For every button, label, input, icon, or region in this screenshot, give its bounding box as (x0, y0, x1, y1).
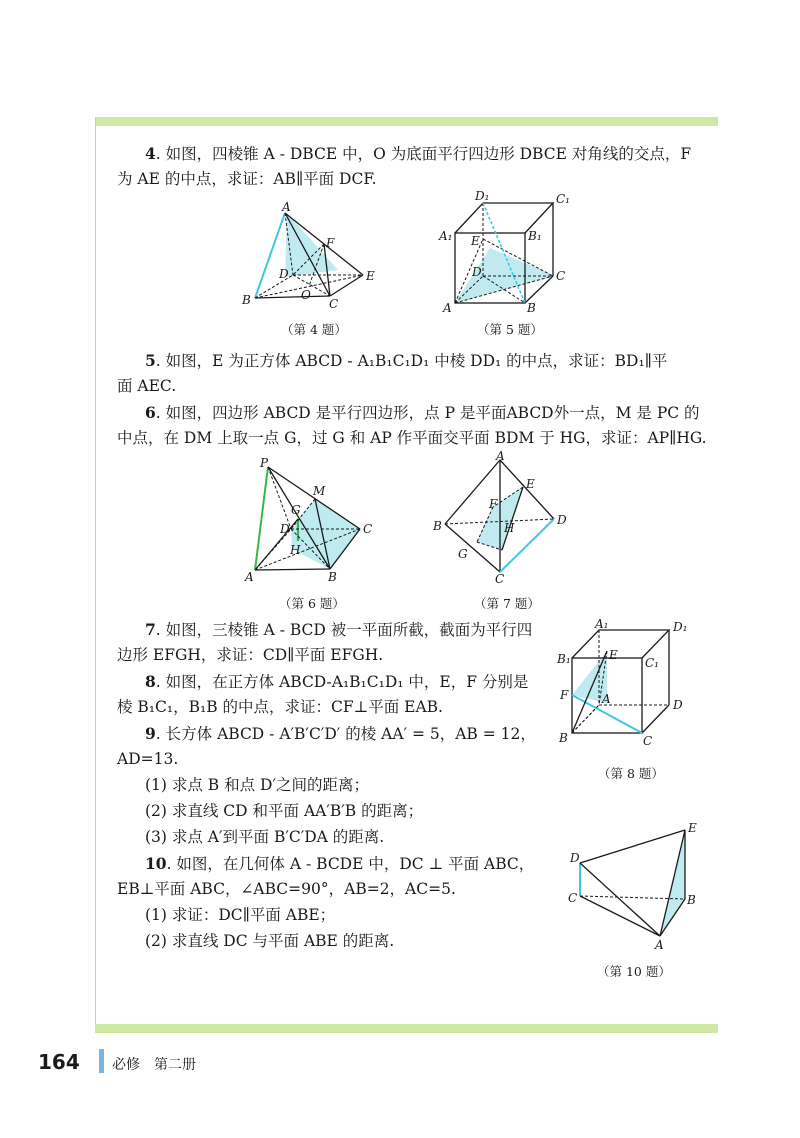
fig6-label-M: M (313, 484, 326, 498)
fig7-label-A: A (496, 450, 505, 463)
figure-6-pyramid (240, 457, 380, 587)
problem-5-number: 5 (145, 351, 156, 370)
top-band (95, 117, 718, 126)
fig5-label-C: C (556, 269, 566, 283)
fig10-label-D: D (570, 851, 580, 865)
problem-6-number: 6 (145, 403, 156, 422)
fig5-label-E: E (471, 234, 480, 248)
fig8-label-C1: C₁ (645, 656, 659, 670)
fig4-label-A: A (282, 200, 291, 214)
problem-10-line-2: EB⊥平面 ABC，∠ABC=90°，AB=2，AC=5. (117, 880, 456, 898)
fig7-label-D: D (557, 513, 567, 527)
fig10-label-E: E (688, 821, 697, 835)
fig7-label-C: C (495, 572, 505, 585)
problem-10-line-1 (145, 856, 534, 873)
problem-7-line-2: 边形 EFGH，求证：CD∥平面 EFGH. (117, 646, 384, 664)
caption-figure-5: （第 5 题） (477, 322, 543, 337)
figure-5-cube (435, 190, 575, 315)
figure-4-pyramid (235, 200, 385, 310)
caption-figure-10: （第 10 题） (597, 964, 671, 979)
fig8-label-C: C (643, 734, 653, 748)
figure-8-cube (555, 615, 705, 750)
fig6-label-B: B (328, 570, 337, 584)
problem-9-sub-2: (2) 求直线 CD 和平面 AA′B′B 的距离； (145, 802, 424, 820)
fig6-label-P: P (260, 457, 269, 470)
fig4-label-B: B (242, 293, 251, 307)
problem-7-number: 7 (145, 620, 156, 639)
fig7-label-H: H (504, 521, 515, 535)
fig10-label-A: A (655, 938, 664, 952)
fig6-label-A: A (245, 570, 254, 584)
problem-8-line-2: 棱 B₁C₁，B₁B 的中点，求证：CF⊥平面 EAB. (117, 698, 443, 716)
fig6-shaded-section (291, 499, 360, 569)
fig6-label-C: C (363, 522, 373, 536)
fig6-edge-PA (255, 467, 268, 570)
fig5-label-A1: A₁ (439, 229, 453, 243)
problem-7-text-1: . 如图，三棱锥 A - BCD 被一平面所截，截面为平行四 (155, 621, 533, 639)
fig8-label-A1: A₁ (595, 617, 609, 631)
fig5-label-C1: C₁ (556, 192, 570, 206)
caption-figure-7: （第 7 题） (474, 596, 540, 611)
fig7-label-F: F (489, 497, 498, 511)
problem-4-text-1: . 如图，四棱锥 A - DBCE 中，O 为底面平行四边形 DBCE 对角线的交点，F (155, 145, 692, 163)
problem-8-text-1: . 如图，在正方体 ABCD-A₁B₁C₁D₁ 中，E，F 分别是 (155, 673, 529, 691)
page-number: 164 (38, 1050, 80, 1074)
fig8-label-D: D (673, 698, 683, 712)
fig6-label-G: G (291, 503, 301, 517)
problem-7-line-1 (145, 622, 532, 639)
figure-7-tetrahedron (430, 450, 570, 585)
fig5-label-B1: B₁ (528, 229, 542, 243)
fig4-label-F: F (326, 236, 335, 250)
fig5-label-D1: D₁ (475, 190, 490, 203)
fig4-edge-AB (255, 213, 285, 298)
fig8-label-B1: B₁ (557, 652, 571, 666)
problem-9-sub-1: (1) 求点 B 和点 D′之间的距离； (145, 776, 370, 794)
problem-8-line-1 (145, 674, 528, 691)
fig10-label-C: C (568, 891, 578, 905)
problem-9-number: 9 (145, 724, 156, 743)
fig8-label-E: E (609, 648, 618, 662)
left-frame-line (95, 117, 96, 1033)
fig10-label-B: B (687, 893, 696, 907)
fig7-label-E: E (526, 477, 535, 491)
fig8-label-B: B (559, 731, 568, 745)
problem-8-number: 8 (145, 672, 156, 691)
problem-6-line-2: 中点，在 DM 上取一点 G，过 G 和 AP 作平面交平面 BDM 于 HG，求证：AP∥HG. (117, 429, 707, 447)
caption-figure-4: （第 4 题） (281, 322, 347, 337)
fig4-label-D: D (279, 267, 289, 281)
fig4-label-E: E (366, 269, 375, 283)
fig6-label-H: H (290, 543, 301, 557)
fig6-label-D: D (280, 522, 290, 536)
problem-10-sub-1: (1) 求证：DC∥平面 ABE； (145, 906, 336, 924)
fig8-label-D1: D₁ (673, 620, 688, 634)
problem-9-line-1 (145, 726, 536, 743)
fig4-label-O: O (301, 288, 311, 302)
problem-5-line-1 (145, 353, 667, 370)
fig4-label-C: C (329, 297, 339, 310)
fig5-label-D: D (472, 265, 482, 279)
page-number-bar (99, 1049, 104, 1073)
caption-figure-6: （第 6 题） (279, 596, 345, 611)
problem-6-text-1: . 如图，四边形 ABCD 是平行四边形，点 P 是平面ABCD外一点，M 是 PC 的 (155, 404, 700, 422)
problem-5-line-2: 面 AEC. (117, 377, 177, 395)
problem-10-number: 10 (145, 854, 167, 873)
figure-10-solid (560, 818, 710, 953)
problem-4-line-2: 为 AE 的中点，求证：AB∥平面 DCF. (117, 170, 377, 188)
problem-9-line-2: AD=13. (117, 750, 179, 768)
fig5-label-B: B (527, 301, 536, 315)
problem-10-text-1: . 如图，在几何体 A - BCDE 中，DC ⊥ 平面 ABC， (166, 855, 535, 873)
fig5-label-A: A (443, 301, 452, 315)
problem-9-text-1: . 长方体 ABCD - A′B′C′D′ 的棱 AA′ = 5，AB = 12， (155, 725, 536, 743)
caption-figure-8: （第 8 题） (598, 766, 664, 781)
fig8-label-F: F (560, 688, 569, 702)
fig7-label-G: G (458, 547, 468, 561)
bottom-band (95, 1024, 718, 1033)
problem-4-number: 4 (145, 144, 156, 163)
problem-4-line-1 (145, 146, 691, 163)
problem-6-line-1 (145, 405, 700, 422)
fig7-label-B: B (433, 519, 442, 533)
problem-9-sub-3: (3) 求点 A′到平面 B′C′DA 的距离. (145, 828, 385, 846)
problem-5-text-1: . 如图，E 为正方体 ABCD - A₁B₁C₁D₁ 中棱 DD₁ 的中点，求证：BD₁∥平 (155, 352, 668, 370)
book-title: 必修 第二册 (112, 1057, 196, 1073)
problem-10-sub-2: (2) 求直线 DC 与平面 ABE 的距离. (145, 932, 395, 950)
fig8-label-A: A (602, 692, 611, 706)
